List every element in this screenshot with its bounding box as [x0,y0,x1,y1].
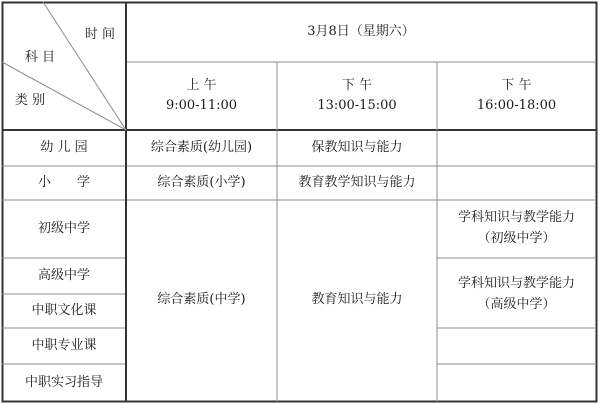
category-junior-middle: 初级中学 [37,221,90,236]
cell-junior-pm2-line1: 学科知识与教学能力 [457,210,575,225]
corner-time-label: 时 间 [84,27,116,42]
session-1-label: 上 午 [186,78,217,93]
cell-kindergarten-am: 综合素质(幼儿园) [150,140,253,155]
category-primary: 小 学 [37,175,90,190]
corner-category-label: 类 别 [14,93,46,108]
corner-subject-label: 科 目 [24,50,56,65]
session-2-time: 13:00-15:00 [317,98,397,113]
category-kindergarten: 幼 儿 园 [40,140,88,155]
category-vocational-specialty: 中职专业课 [31,338,97,353]
session-3-time: 16:00-18:00 [476,98,557,113]
cell-primary-am: 综合素质(小学) [157,175,246,190]
cell-senior-pm2-line1: 学科知识与教学能力 [457,276,575,291]
cell-junior-pm2-line2: （初级中学） [477,231,556,246]
session-2-label: 下 午 [341,78,373,93]
cell-senior-pm2-line2: （高级中学） [477,297,556,312]
cell-secondary-am: 综合素质(中学) [157,292,246,307]
category-vocational-internship: 中职实习指导 [24,375,103,390]
session-3-label: 下 午 [501,78,532,93]
cell-primary-pm1: 教育教学知识与能力 [298,175,416,190]
category-vocational-culture: 中职文化课 [31,303,97,318]
cell-kindergarten-pm1: 保教知识与能力 [311,140,403,155]
date-header: 3月8日（星期六） [307,24,415,39]
cell-secondary-pm1: 教育知识与能力 [311,292,403,307]
category-senior-middle: 高级中学 [37,268,90,283]
session-1-time: 9:00-11:00 [165,98,238,113]
